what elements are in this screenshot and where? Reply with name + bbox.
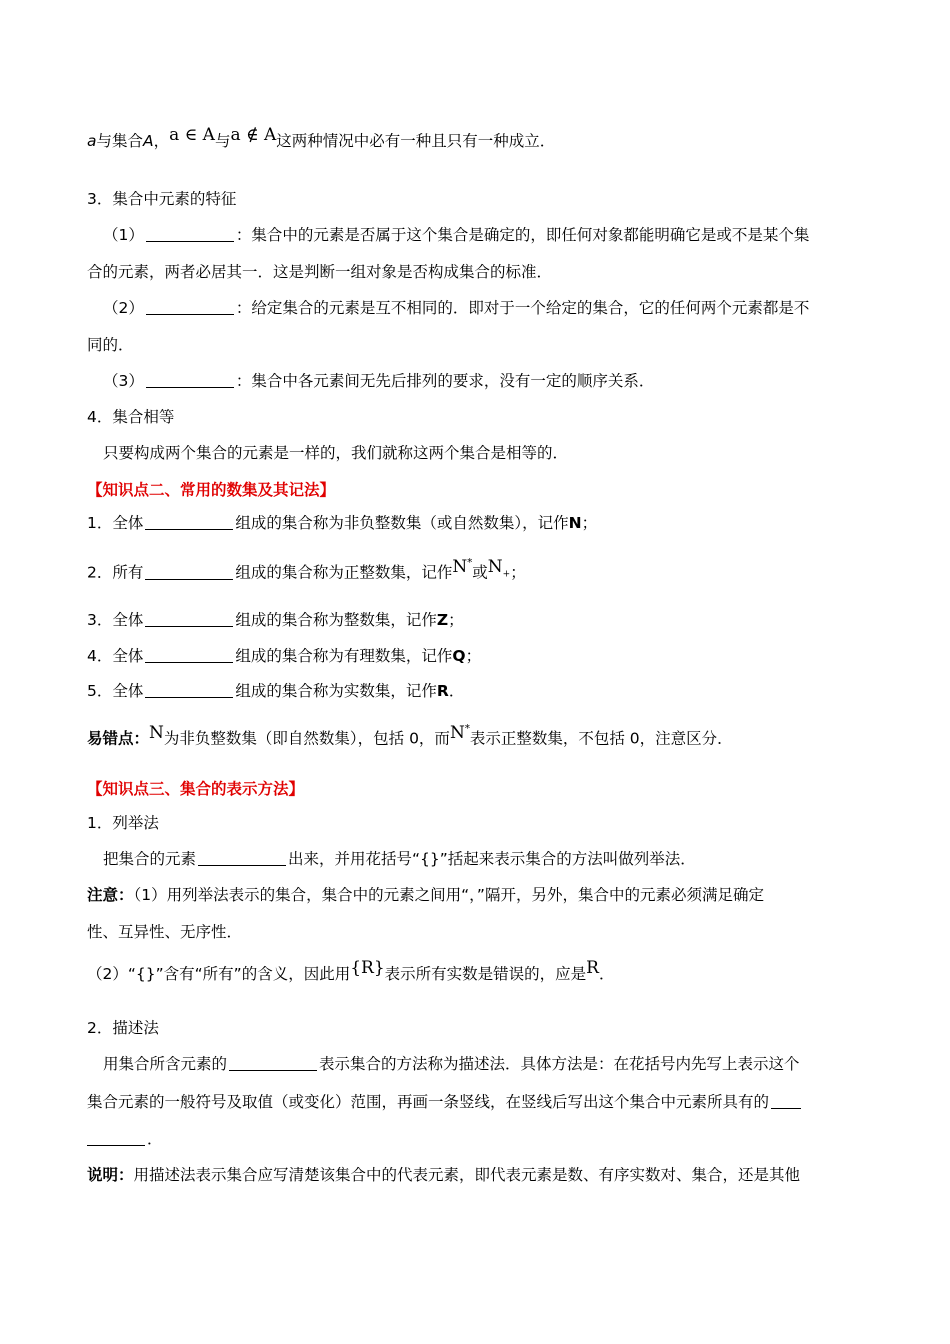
text-line [87,884,863,906]
text-line: 同的． [87,336,134,354]
text-line [87,512,863,534]
symbol-Q: Q [452,647,466,665]
text: 3．全体 [87,611,144,629]
text: ； [465,647,482,665]
text-line [87,1091,863,1113]
text: （2） [103,299,144,317]
fill-blank[interactable] [145,646,233,663]
text: （2）“{}”含有“所有”的含义，因此用 [87,965,351,983]
text: ； [448,611,464,629]
text-line [87,1128,863,1150]
text: 4．全体 [87,647,144,665]
text: 1．全体 [87,514,144,532]
text-line [87,724,863,750]
text: （3） [103,372,144,390]
text: 组成的集合称为正整数集，记作 [235,563,453,582]
math-R: R [586,958,599,978]
text: ． [598,965,615,983]
fill-blank[interactable] [145,610,233,627]
text: ． [147,1130,163,1148]
label-explanation: 说明： [87,1166,134,1184]
text: 这两种情况中必有一种且只有一种成立． [276,132,556,150]
knowledge-heading: 【知识点三、集合的表示方法】 [87,780,305,798]
fill-blank[interactable] [146,225,234,242]
text-line: 只要构成两个集合的元素是一样的，我们就称这两个集合是相等的． [103,444,569,462]
section-heading: 4．集合相等 [87,408,175,426]
text-line: 性、互异性、无序性． [87,923,243,941]
text: ：集合中各元素间无先后排列的要求，没有一定的顺序关系． [235,372,655,390]
text: 集合元素的一般符号及取值（或变化）范围，再画一条竖线，在竖线后写出这个集合中元素所具有的 [87,1093,770,1111]
text-line [87,609,863,631]
text-line [87,1164,863,1186]
text: 用描述法表示集合应写清楚该集合中的代表元素，即代表元素是数、有序实数对、集合，还是其他 [133,1166,801,1184]
text: 用集合所含元素的 [103,1055,228,1073]
text: 与 [214,132,231,150]
fill-blank[interactable] [146,371,234,388]
fill-blank[interactable] [145,563,233,580]
variable-A: A [143,132,154,150]
text: 组成的集合称为实数集，记作 [235,682,437,700]
math-Nplus [487,556,511,580]
text-line [87,680,863,702]
label-error-prone: 易错点： [87,729,150,748]
text-line [87,645,863,667]
text: ； [581,514,598,532]
text: 表示所有实数是错误的，应是 [384,965,587,983]
math-set-R: {R} [350,958,385,978]
text: 组成的集合称为有理数集，记作 [235,647,453,665]
fill-blank[interactable] [198,849,286,866]
math-Nstar [450,723,470,743]
variable-a: a [87,132,97,150]
fill-blank[interactable] [87,1129,145,1146]
text: 或 [472,563,488,582]
text: 与集合 [96,132,144,150]
text: 把集合的元素 [103,850,197,868]
text: 表示正整数集，不包括 0，注意区分． [469,729,733,748]
text: 出来，并用花括号“{}”括起来表示集合的方法叫做列举法． [288,850,696,868]
superscript: * [464,723,470,734]
text-line: 合的元素，两者必居其一．这是判断一组对象是否构成集合的标准． [87,263,553,281]
section-heading: 1．列举法 [87,814,159,832]
math-Nstar [452,557,472,577]
text-line [103,370,863,392]
text-line [87,125,863,152]
fill-blank[interactable] [229,1054,317,1071]
superscript: * [467,557,473,568]
text: 组成的集合称为整数集，记作 [235,611,437,629]
text: 2．所有 [87,563,144,582]
text: ：给定集合的元素是互不相同的．即对于一个给定的集合，它的任何两个元素都是不 [235,299,810,317]
section-heading: 3．集合中元素的特征 [87,190,237,208]
symbol: N [449,722,465,743]
text: ， [153,132,170,150]
section-heading: 2．描述法 [87,1019,159,1037]
fill-blank[interactable] [771,1092,801,1109]
text-line [103,1053,863,1075]
text: 为非负整数集（即自然数集），包括 0，而 [163,729,450,748]
text-line [103,224,863,246]
fill-blank[interactable] [145,681,233,698]
text: ； [510,563,526,582]
text: 5．全体 [87,682,144,700]
text-line [103,297,863,319]
text-line [87,958,863,985]
knowledge-heading: 【知识点二、常用的数集及其记法】 [87,481,336,499]
text: 组成的集合称为非负整数集（或自然数集），记作 [235,514,569,532]
symbol-Z: Z [436,611,449,629]
label-note: 注意： [87,886,134,904]
text-line [87,558,863,591]
symbol-N: N [568,514,582,532]
math-in: a ∈ A [169,125,215,145]
text: ：集合中的元素是否属于这个集合是确定的，即任何对象都能明确它是或不是某个集 [235,226,810,244]
math-notin: a ∉ A [230,125,277,145]
fill-blank[interactable] [145,513,233,530]
symbol: N [452,556,468,577]
symbol: N [487,556,503,577]
subscript: + [502,569,511,580]
text: 表示集合的方法称为描述法．具体方法是：在花括号内先写上表示这个 [319,1055,800,1073]
text: （1）用列举法表示的集合，集合中的元素之间用“，”隔开，另外，集合中的元素必须满足确定 [133,886,764,904]
math-N: N [149,722,164,743]
text: ． [448,682,465,700]
text: （1） [103,226,144,244]
symbol-R: R [436,682,449,700]
text-line [103,848,863,870]
fill-blank[interactable] [146,298,234,315]
